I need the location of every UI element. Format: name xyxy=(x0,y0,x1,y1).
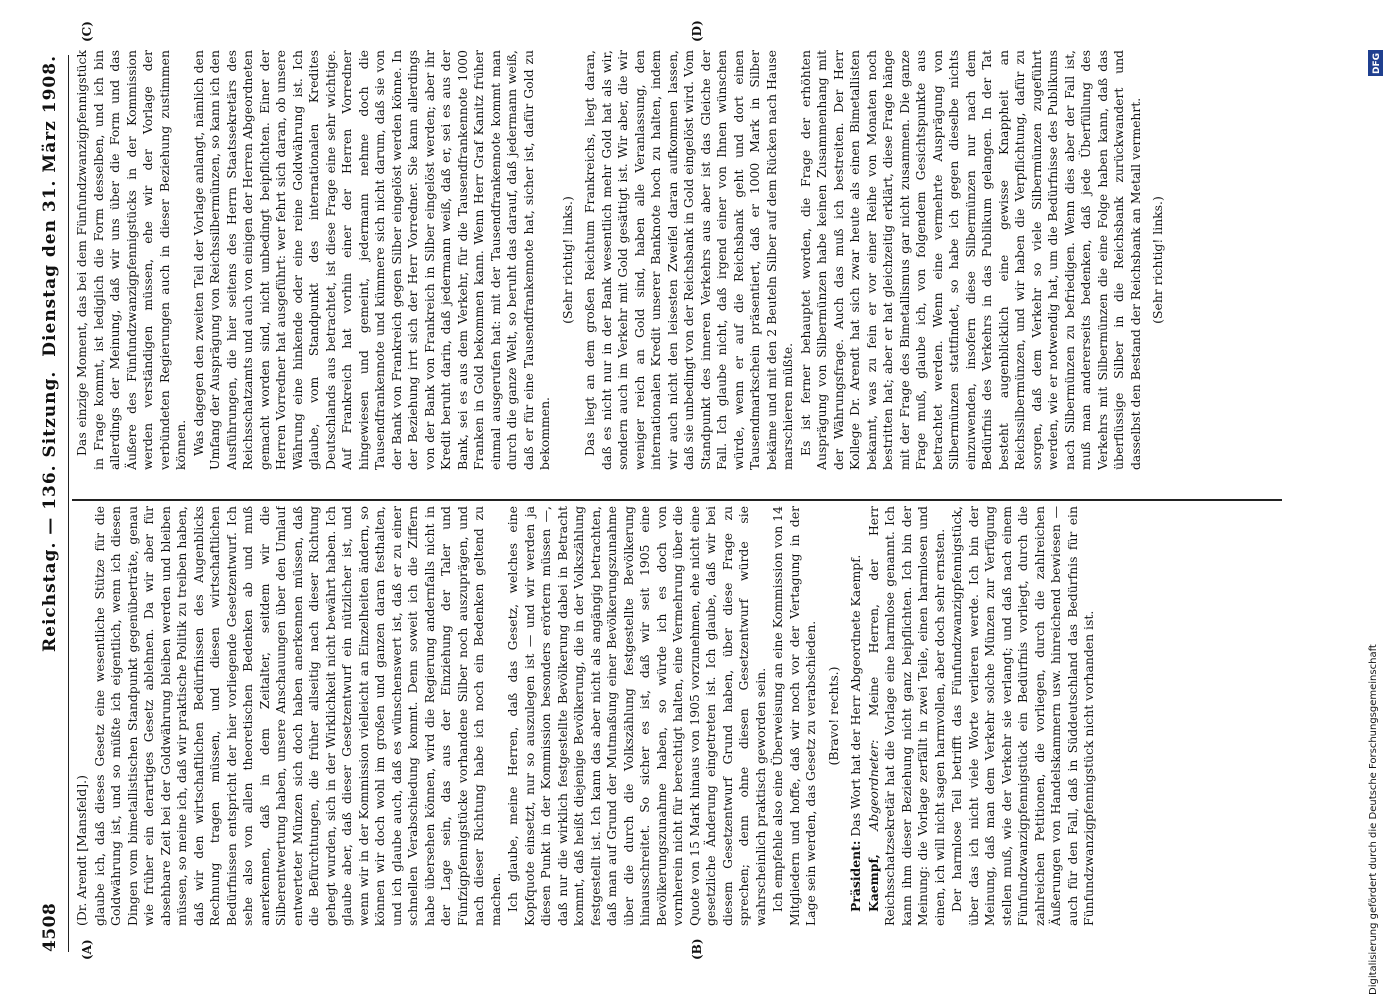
right-paragraph: Es ist ferner behauptet worden, die Frage der erhöhten Ausprägung von Silbermünzen habe keinen Zusammenhang mit der Währungsfrage. Auch das muß ich bestreiten. Der Herr Kollege Dr. Arendt hat sich zwar heute als einen Bimetallisten bekannt, was zu fein er vor einer Reihe von Monaten noch bestritten hat; aber er hat gleichzeitig erklärt, diese Frage hänge mit der Frage des Bimetallismus gar nicht zusammen. Die ganze Frage muß, glaube ich, von folgendem Gesichtspunkte aus betrachtet werden. Wenn eine vermehrte Ausprägung von Silbermünzen stattfindet, so habe ich gegen dieselbe nichts einzuwenden, insofern diese Silbermünzen nur nach dem Bedürfnis des Verkehrs in das Publikum gelangen. In der Tat besteht augenblicklich eine gewisse Knappheit an Reichssilbermünzen, und wir haben die Verpflichtung, dafür zu sorgen, daß dem Verkehr so viele Silbermünzen zugeführt werden, wie er notwendig hat, um die Bedürfnisse des Publikums nach Silbermünzen zu befriedigen. Wenn dies aber der Fall ist, muß man andererseits bedenken, daß jede Überfüllung des Verkehrs mit Silbermünzen die eine Folge haben kann, daß das überflüssige Silber in die Reichsbank zurückwandert und dasselbst den Bestand der Reichsbank an Metall vermehrt. xyxy=(797,50,1143,470)
speaker-name: Kaempf, xyxy=(865,854,881,912)
digitization-credit: Digitalisierung gefördert durch die Deutsche Forschungsgemeinschaft xyxy=(1368,644,1379,995)
interjection: (Sehr richtig! links.) xyxy=(559,196,575,324)
margin-marker-d: (D) xyxy=(690,20,704,42)
left-paragraph: Ich empfehle also eine Überweisung an eine Kommission von 14 Mitgliedern und hoffe, daß wir noch vor der Vertagung in der Lage sein werden, das Gesetz zu verabschieden. xyxy=(770,506,818,926)
right-column xyxy=(74,50,1284,470)
left-paragraph: glaube ich, daß dieses Gesetz eine wesentliche Stütze für die Goldwährung ist, und so müßte ich eigentlich, wenn ich diesen Dingen vom bimetallistischen Standpunkt gegenüberträte, genau wie früher ein derartiges Gesetz ablehnen. Da wir aber für absehbare Zeit bei der Goldwährung bleiben werden und bleiben müssen, so meine ich, daß wir praktische Politik zu treiben haben, daß wir den wirtschaftlichen Bedürfnissen des Augenblicks Rechnung tragen müssen, und diesen wirtschaftlichen Bedürfnissen entspricht der hier vorliegende Gesetzentwurf. Ich sehe also von allen theoretischen Bedenken ab und muß anerkennen, daß in dem Zeitalter, seitdem wir die Silberentwertung haben, unsere Anschauungen über den Umlauf entwerteter Münzen sich doch haben anerkennen müssen, daß die Befürchtungen, die früher allseitig nach dieser Richtung gehegt wurden, sich in der Wirklichkeit nicht bewährt haben. Ich glaube aber, daß dieser Gesetzentwurf ein nützlicher ist, und wenn wir in der Kommission vielleicht an Einzelheiten ändern, so können wir doch wohl im großen und ganzen daran festhalten, und ich glaube auch, daß es wünschenswert ist, daß er zu einer schnellen Verabschiedung kommt. Denn soweit ich die Ziffern habe übersehen können, wird die Regierung andernfalls nicht in der Lage sein, das aus der Einziehung der Taler und Fünfzigpfennigstücke vorhandene Silber noch auszuprägen, und nach dieser Richtung habe ich noch ein Bedenken geltend zu machen. xyxy=(91,506,503,926)
page-number: 4508 xyxy=(40,902,60,952)
header-rule xyxy=(68,55,69,952)
applause-note: (Bravo! rechts.) xyxy=(825,666,841,766)
left-paragraph: Ich glaube, meine Herren, daß das Gesetz, welches eine Kopfquote einsetzt, nur so auszulegen ist — und wir werden ja diesen Punkt in der Kommission besonders erörtern müssen —, daß nur die wirklich festgestellte Bevölkerung dabei in Betracht kommt, daß heißt diejenige Bevölkerung, die in der Volkszählung festgestellt ist. Ich kann das aber nicht als angängig betrachten, daß man auf Grund der Mutmaßung einer Bevölkerungszunahme über die durch die Volkszählung festgestellte Bevölkerung hinausschreitet. So sicher es ist, daß wir seit 1905 eine Bevölkerungszunahme haben, so würde ich es doch von vornherein nicht für berechtigt halten, eine Vermehrung über die Quote von 15 Mark hinaus von 1905 vorzunehmen, ehe nicht eine gesetzliche Änderung eingetreten ist. Ich glaube, daß wir bei diesem Gesetzentwurf Grund haben, über diese Frage zu sprechen; denn ohne diesen Gesetzentwurf würde sie wahrscheinlich praktisch geworden sein. xyxy=(505,506,768,926)
dfg-logo: DFG xyxy=(1368,50,1383,76)
interjection: (Sehr richtig! links.) xyxy=(1150,196,1165,324)
left-column xyxy=(74,506,1284,926)
speaker-paragraph: Meine Herren, der Herr Reichsschatzsekretär hat die Vorlage eine harmlose genannt. Ich kann ihm dieser Beziehung nicht ganz beipflichten. Ich bin der Meinung: die Vorlage zerfällt in zwei Teile, einen harmlosen und einen, ich will nicht sagen harmvollen, aber doch sehr ernsten. xyxy=(865,506,947,926)
speaker-line xyxy=(866,506,949,926)
left-running-title: Reichstag. — 136. Sitzung. xyxy=(40,370,60,652)
president-line xyxy=(848,506,865,926)
president-text: Das Wort hat der Herr Abgeordnete Kaempf. xyxy=(848,554,863,837)
margin-marker-c: (C) xyxy=(80,21,94,42)
speaker-role: Abgeordneter: xyxy=(865,739,881,831)
right-paragraph: Das liegt an dem großen Reichtum Frankreichs, liegt daran, daß es nicht nur in der Bank wesentlich mehr Gold hat als wir, sondern auch im Verkehr mit Gold gesättigt ist. Wir aber, die wir weniger reich an Gold sind, haben alle Veranlassung, den internationalen Kredit unserer Banknote hoch zu halten, indem wir auch nicht den leisesten Zweifel daran aufkommen lassen, daß sie unbedingt von der Reichsbank in Gold eingelöst wird. Vom Standpunkt des inneren Verkehrs aus aber ist das Gleiche der Fall. Ich glaube nicht, daß irgend einer von Ihnen wünschen würde, wenn er auf die Reichsbank geht und dort einen Tausendmarkschein präsentiert, daß er 1000 Mark in Silber bekäme und mit den 2 Beuteln Silber auf dem Rücken nach Hause marschieren müßte. xyxy=(582,50,795,470)
right-paragraph: Was dagegen den zweiten Teil der Vorlage anlangt, nämlich den Umfang der Ausprägung von Reichssilbermünzen, so kann ich den Ausführungen, die hier seitens des Herrn Staatssekretärs des Reichsschatzamts und auch von einigen der Herren Abgeordneten gemacht worden sind, nicht unbedingt beipflichten. Einer der Herren Vorredner hat ausgeführt: wer fehrt sich daran, ob unsere Währung eine hinkende oder eine reine Goldwährung ist. Ich glaube, vom Standpunkt des internationalen Kredites Deutschlands aus betrachtet, ist diese Frage eine sehr wichtige. Auf Frankreich hat vorhin einer der Herren Vorredner hingewiesen und gemeint, jedermann nehme doch die Tausendfrankennote und kümmere sich nicht darum, daß sie von der Bank von Frankreich gegen Silber eingelöst werden könne. In der Beziehung irrt sich der Herr Vorredner. Sie kann allerdings von der Bank von Frankreich in Silber eingelöst werden; aber ihr Kredit beruht darin, daß jedermann weiß, daß er, sei es aus der Bank, sei es aus dem Verkehr, für die Tausendfrankennote 1000 Franken in Gold bekommen kann. Wenn Herr Graf Kanitz früher einmal ausgerufen hat: mit der Tausendfrankennote kommt man durch die ganze Welt, so beruht das darauf, daß jedermann weiß, daß er für eine Tausendfrankennote hat, sicher ist, dafür Gold zu bekommen. xyxy=(190,50,552,470)
speaker-prefix: (Dr. Arendt [Mansfeld].) xyxy=(74,775,89,926)
column-divider xyxy=(72,499,1282,501)
president-label: Präsident: xyxy=(848,840,863,912)
margin-marker-a: (A) xyxy=(80,939,94,960)
right-paragraph: Das einzige Moment, das bei dem Fünfundzwanzigpfennigstück in Frage kommt, ist lediglich die Form desselben, und ich bin allerdings der Meinung, daß wir uns über die Form und das Äußere des Fünfundzwanzigpfennigstücks in der Kommission werden verständigen müssen, ehe wir der Vorlage der verbündeten Regierungen auch in dieser Beziehung zustimmen können. xyxy=(74,50,188,470)
right-running-title: Dienstag den 31. März 1908. xyxy=(40,55,60,357)
speaker-paragraph: Der harmlose Teil betrifft das Fünfundzwanzigpfennigstück, über das ich nicht viele Worte verlieren werde. Ich bin der Meinung, daß man dem Verkehr solche Münzen zur Verfügung stellen muß, wie der Verkehr sie verlangt; und daß nach einem Fünfundzwanzigpfennigstück ein Bedürfnis vorliegt, durch die zahlreichen Petitionen, die vorliegen, durch die zahlreichen Äußerungen von Handelskammern usw. hinreichend bewiesen — auch für den Fall, daß in Süddeutschland das Bedürfnis für ein Fünfundzwanzigpfennigstück nicht vorhanden ist. xyxy=(949,506,1096,926)
page-header xyxy=(40,55,68,952)
margin-marker-b: (B) xyxy=(690,938,704,960)
